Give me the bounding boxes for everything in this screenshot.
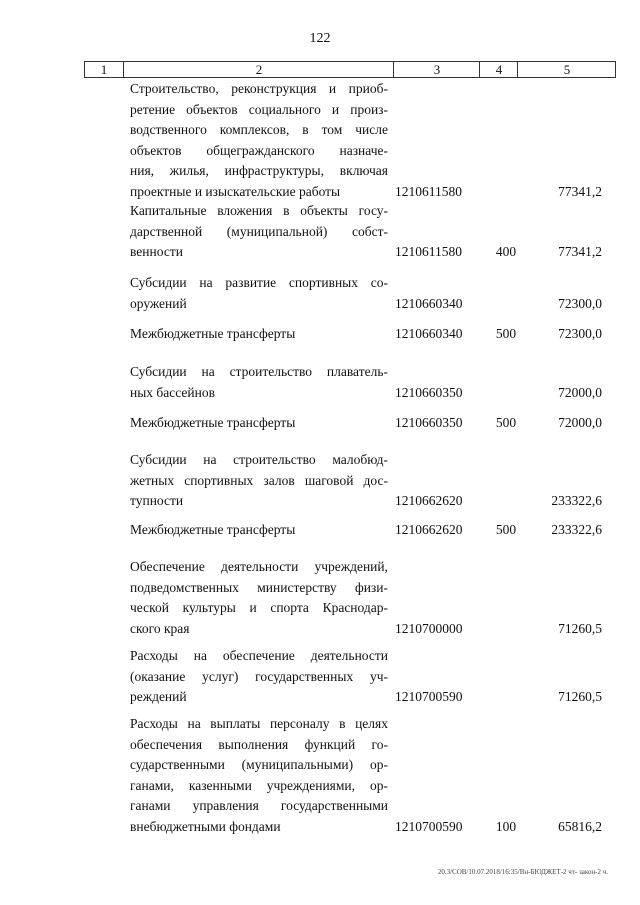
column-header-4: 4 xyxy=(479,62,518,77)
row-description xyxy=(130,79,388,203)
row-code: 1210611580 xyxy=(395,184,462,199)
description-line: Субсидии на развитие спортивных со- xyxy=(130,275,388,290)
description-line: объектов общегражданского назначе- xyxy=(130,142,388,158)
row-description xyxy=(130,324,388,345)
column-header-2: 2 xyxy=(123,62,394,77)
row-amount: 72000,0 xyxy=(558,384,602,400)
description-line: ных бассейнов xyxy=(130,384,215,400)
description-line: оружений xyxy=(130,295,187,311)
row-amount: 72300,0 xyxy=(558,295,602,311)
row-expense-type: 100 xyxy=(495,819,517,834)
description-line: Субсидии на строительство плаватель- xyxy=(130,364,388,379)
description-line: внебюджетными фондами xyxy=(130,818,281,834)
row-expense-type: 500 xyxy=(495,522,517,537)
description-line: Межбюджетные трансферты xyxy=(130,326,296,341)
row-expense-type: 500 xyxy=(495,415,517,430)
row-description xyxy=(130,413,388,434)
row-description xyxy=(130,714,388,838)
row-code: 1210700590 xyxy=(395,689,463,705)
description-line: водственного комплексов, в том числе xyxy=(130,122,388,138)
description-line: жетных спортивных залов шаговой дос- xyxy=(130,472,388,488)
row-code: 1210662620 xyxy=(395,493,463,509)
row-code: 1210660340 xyxy=(395,326,463,341)
column-header-5: 5 xyxy=(517,62,616,77)
description-line: ческой культуры и спорта Краснодар- xyxy=(130,600,388,616)
row-amount: 72000,0 xyxy=(558,415,602,430)
description-line: подведомственных министерству физи- xyxy=(130,579,388,595)
document-footer-stamp: 20.3/СОВ/10.07.2018/16:35/Вн-БЮДЖЕТ-2 чт- закон-2 ч. xyxy=(437,868,608,876)
description-line: Обеспечение деятельности учреждений, xyxy=(130,559,388,574)
row-code: 1210660350 xyxy=(395,415,463,430)
description-line: Расходы на выплаты персоналу в целях xyxy=(130,716,388,731)
description-line: Расходы на обеспечение деятельности xyxy=(130,648,388,663)
description-line: тупности xyxy=(130,493,184,509)
description-line: Строительство, реконструкция и приоб- xyxy=(130,81,388,96)
description-line: проектные и изыскательские работы xyxy=(130,183,341,199)
description-line: обеспечения выполнения функций го- xyxy=(130,736,388,752)
row-amount: 65816,2 xyxy=(558,819,602,834)
row-amount: 71260,5 xyxy=(558,620,602,636)
row-code: 1210611580 xyxy=(395,244,462,260)
description-line: ганами, казенными учреждениями, ор- xyxy=(130,777,388,793)
description-line: (оказание услуг) государственных уч- xyxy=(130,668,388,684)
row-amount: 233322,6 xyxy=(551,522,602,537)
description-line: венности xyxy=(130,244,183,260)
row-amount: 72300,0 xyxy=(558,326,602,341)
row-description xyxy=(130,450,388,512)
description-line: ского края xyxy=(130,620,190,636)
description-line: Субсидии на строительство малобюд- xyxy=(130,452,388,467)
row-description xyxy=(130,646,388,708)
table-header-row xyxy=(84,61,616,78)
row-amount: 77341,2 xyxy=(558,184,602,199)
row-code: 1210700590 xyxy=(395,819,463,834)
row-description xyxy=(130,273,388,314)
description-line: Межбюджетные трансферты xyxy=(130,415,296,430)
column-header-1: 1 xyxy=(100,62,108,77)
row-expense-type: 400 xyxy=(495,244,517,260)
row-description xyxy=(130,201,388,263)
row-amount: 233322,6 xyxy=(551,493,602,509)
description-line: ния, жилья, инфраструктуры, включая xyxy=(130,163,388,179)
description-line: сударственными (муниципальными) ор- xyxy=(130,757,388,773)
row-expense-type: 500 xyxy=(495,326,517,341)
row-code: 1210660340 xyxy=(395,295,463,311)
row-description xyxy=(130,520,388,541)
description-line: реждений xyxy=(130,689,187,705)
description-line: ганами управления государственными xyxy=(130,798,388,814)
description-line: Капитальные вложения в объекты госу- xyxy=(130,203,388,218)
row-description xyxy=(130,362,388,403)
row-amount: 71260,5 xyxy=(558,689,602,705)
row-description xyxy=(130,557,388,639)
row-code: 1210662620 xyxy=(395,522,463,537)
column-header-3: 3 xyxy=(393,62,480,77)
description-line: дарственной (муниципальной) собст- xyxy=(130,223,388,239)
row-code: 1210660350 xyxy=(395,384,463,400)
row-amount: 77341,2 xyxy=(558,244,602,260)
description-line: ретение объектов социального и произ- xyxy=(130,101,388,117)
page-number: 122 xyxy=(309,31,331,46)
row-code: 1210700000 xyxy=(395,620,463,636)
description-line: Межбюджетные трансферты xyxy=(130,522,296,537)
